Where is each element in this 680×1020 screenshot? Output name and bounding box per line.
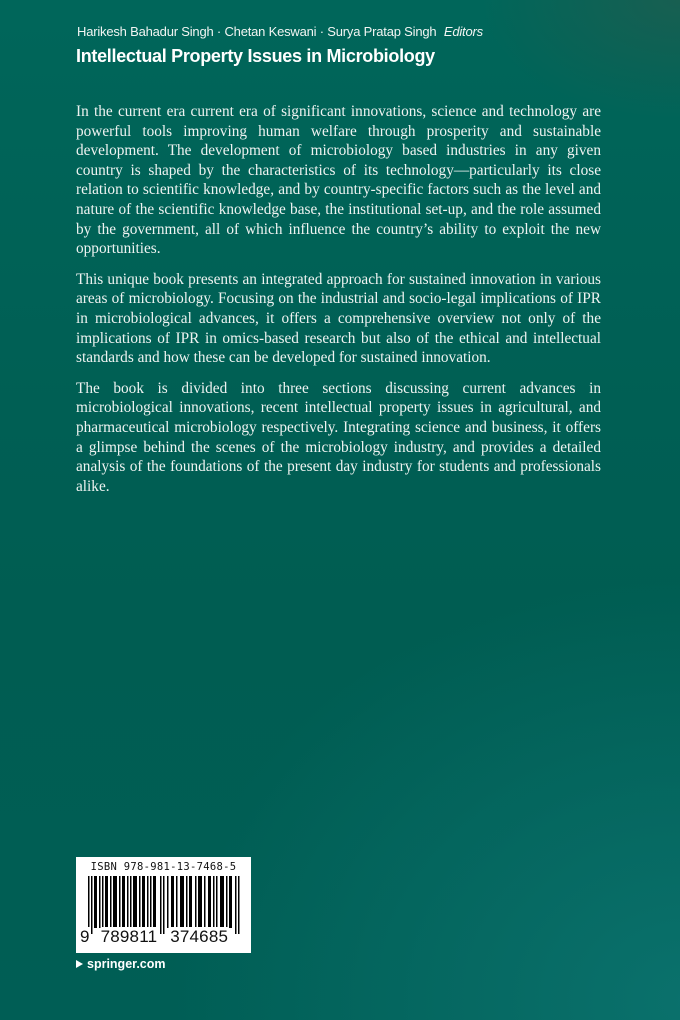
ean-digits: [80, 927, 228, 947]
isbn-barcode: [76, 857, 251, 953]
blurb: [76, 102, 601, 507]
ean-group-2: 374685: [170, 927, 229, 946]
play-arrow-icon: [76, 960, 83, 968]
ean-first-digit: 9: [80, 927, 90, 946]
blurb-paragraph-3: The book is divided into three sections discussing current advances in microbiological innovations, recent intellectual property issues in agricultural, and pharmaceutical microbiology respectively. Integrating science and business, it offers a glimpse behind the scenes of the microbiology industry, and provides a detailed analysis of the foundations of the present day industry for students and professionals alike.: [76, 379, 601, 495]
editors-role: Editors: [443, 24, 483, 39]
barcode-bars-icon: [88, 876, 240, 934]
isbn-label: ISBN 978-981-13-7468-5: [90, 861, 237, 873]
ean-group-1: 789811: [100, 927, 158, 946]
blurb-paragraph-1: In the current era current era of significant innovations, science and technology are powerful tools improving human welfare through prosperity and sustainable development. The development of microbiology based industries in any given country is shaped by the characteristics of its technology—particularly its close relation to scientific knowledge, and by country-specific factors such as the level and nature of the scientific knowledge base, the institutional set-up, and the role assumed by the government, all of which influence the country’s ability to exploit the new opportunities.: [76, 103, 601, 258]
book-title: Intellectual Property Issues in Microbiology: [76, 46, 435, 66]
editors-names: Harikesh Bahadur Singh · Chetan Keswani · Surya Pratap Singh: [77, 24, 437, 39]
blurb-paragraph-2: This unique book presents an integrated approach for sustained innovation in various areas of microbiology. Focusing on the industrial and socio-legal implications of IPR in microbiological advances, it offers a comprehensive overview not only of the implications of IPR in omics-based research but also of the ethical and intellectual standards and how these can be developed for sustained innovation.: [76, 270, 601, 367]
editors-line: [77, 24, 483, 39]
springer-link-label: springer.com: [87, 957, 166, 971]
springer-link[interactable]: [76, 957, 166, 971]
